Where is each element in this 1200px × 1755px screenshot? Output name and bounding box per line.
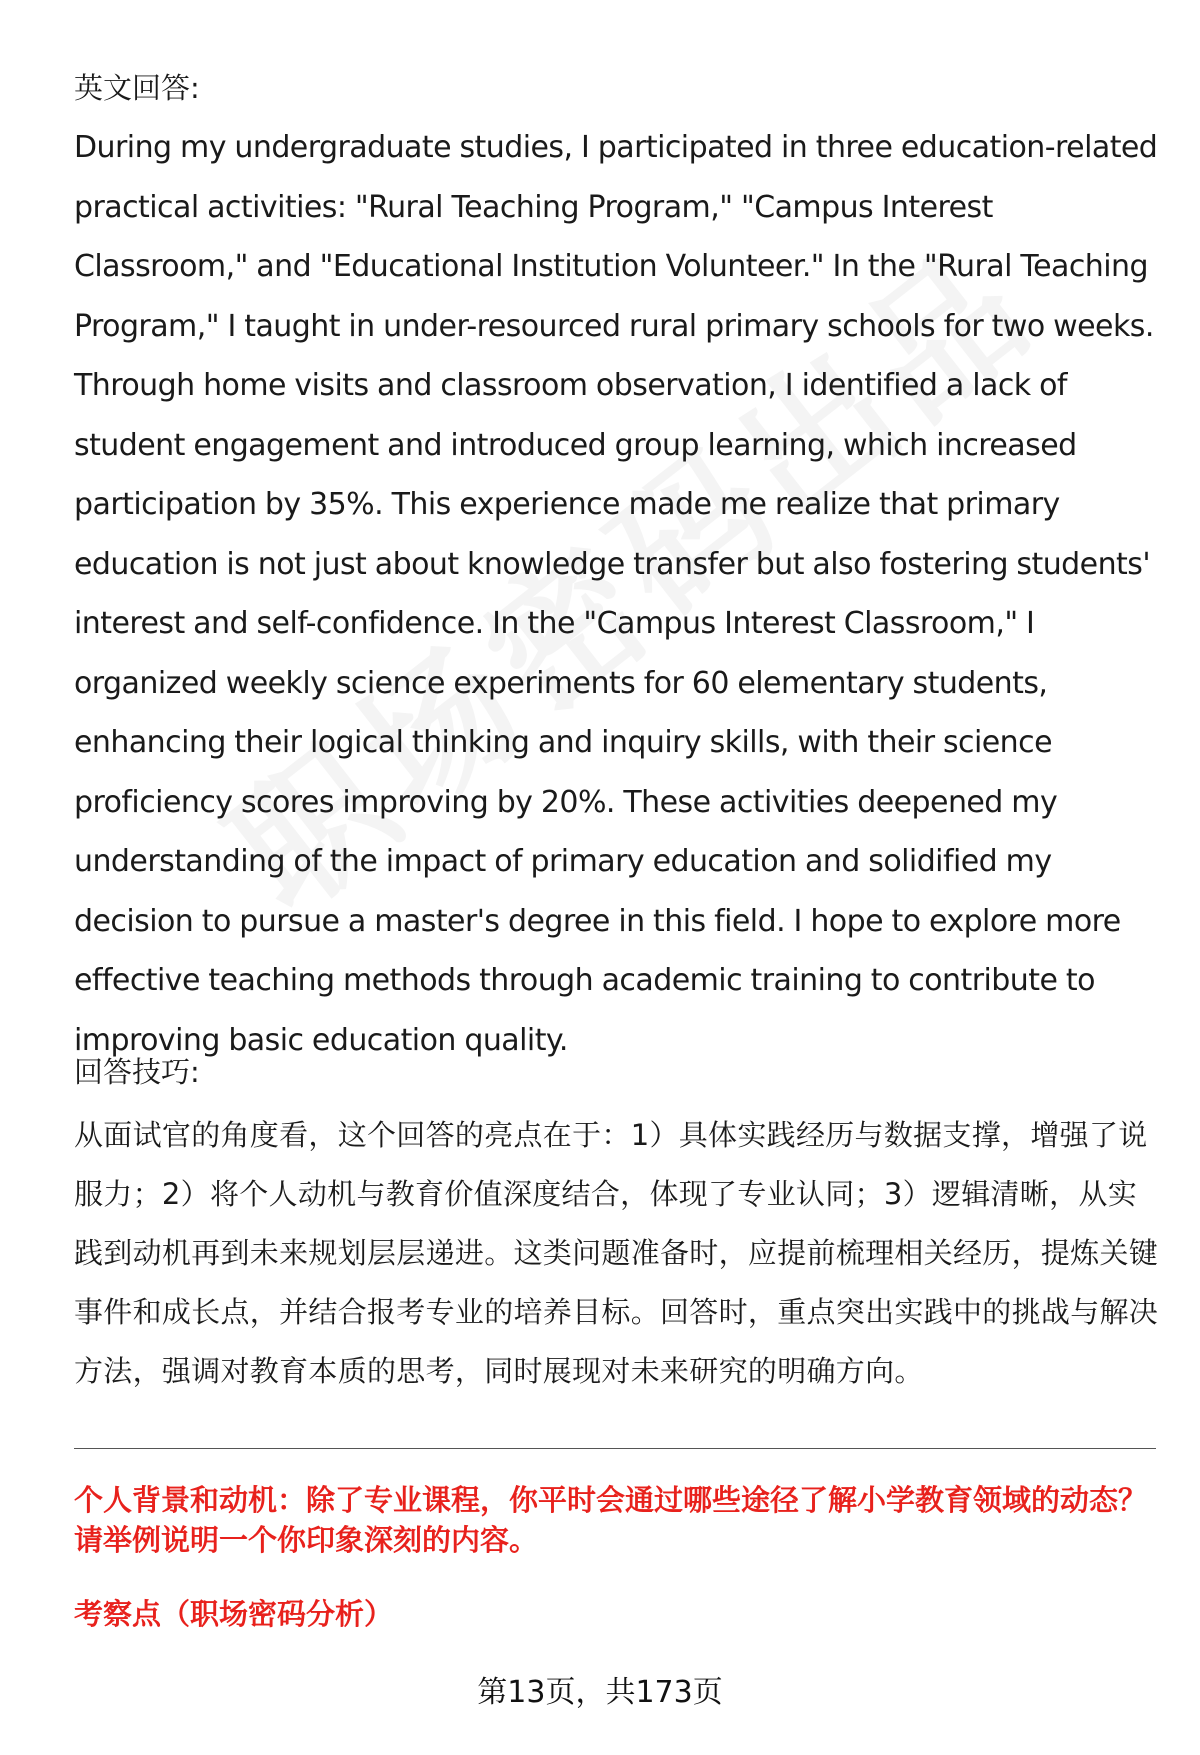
english-answer-label: 英文回答:: [74, 71, 200, 105]
english-answer-paragraph: During my undergraduate studies, I participated in three education-related practical activities: "Rural Teaching Program," "Campus Interest Classroom," and "Educational Institution Volunteer." In the "Rural Teaching Program," I taught in under-resourced rural primary schools for two weeks. Through home visits and classroom observation, I identified a lack of student engagement and introduced group learning, which increased participation by 35%. This experience made me realize that primary education is not just about knowledge transfer but also fostering students' interest and self-confidence. In the "Campus Interest Classroom," I organized weekly science experiments for 60 elementary students, enhancing their logical thinking and inquiry skills, with their science proficiency scores improving by 20%. These activities deepened my understanding of the impact of primary education and solidified my decision to pursue a master's degree in this field. I hope to explore more effective teaching methods through academic training to contribute to improving basic education quality.: [74, 130, 1158, 1058]
answer-tips-paragraph: 从面试官的角度看，这个回答的亮点在于：1）具体实践经历与数据支撑，增强了说服力；2）将个人动机与教育价值深度结合，体现了专业认同；3）逻辑清晰，从实践到动机再到未来规划层层递进。这类问题准备时，应提前梳理相关经历，提炼关键事件和成长点，并结合报考专业的培养目标。回答时，重点突出实践中的挑战与解决方法，强调对教育本质的思考，同时展现对未来研究的明确方向。: [74, 1118, 1159, 1388]
answer-tips-label: 回答技巧:: [74, 1055, 200, 1089]
assessment-points-heading: 考察点（职场密码分析）: [74, 1597, 394, 1631]
next-question-heading: 个人背景和动机：除了专业课程，你平时会通过哪些途径了解小学教育领域的动态？请举例说明一个你印象深刻的内容。: [74, 1483, 1148, 1557]
section-divider: [74, 1448, 1156, 1449]
page-number: 第13页，共173页: [477, 1675, 723, 1710]
